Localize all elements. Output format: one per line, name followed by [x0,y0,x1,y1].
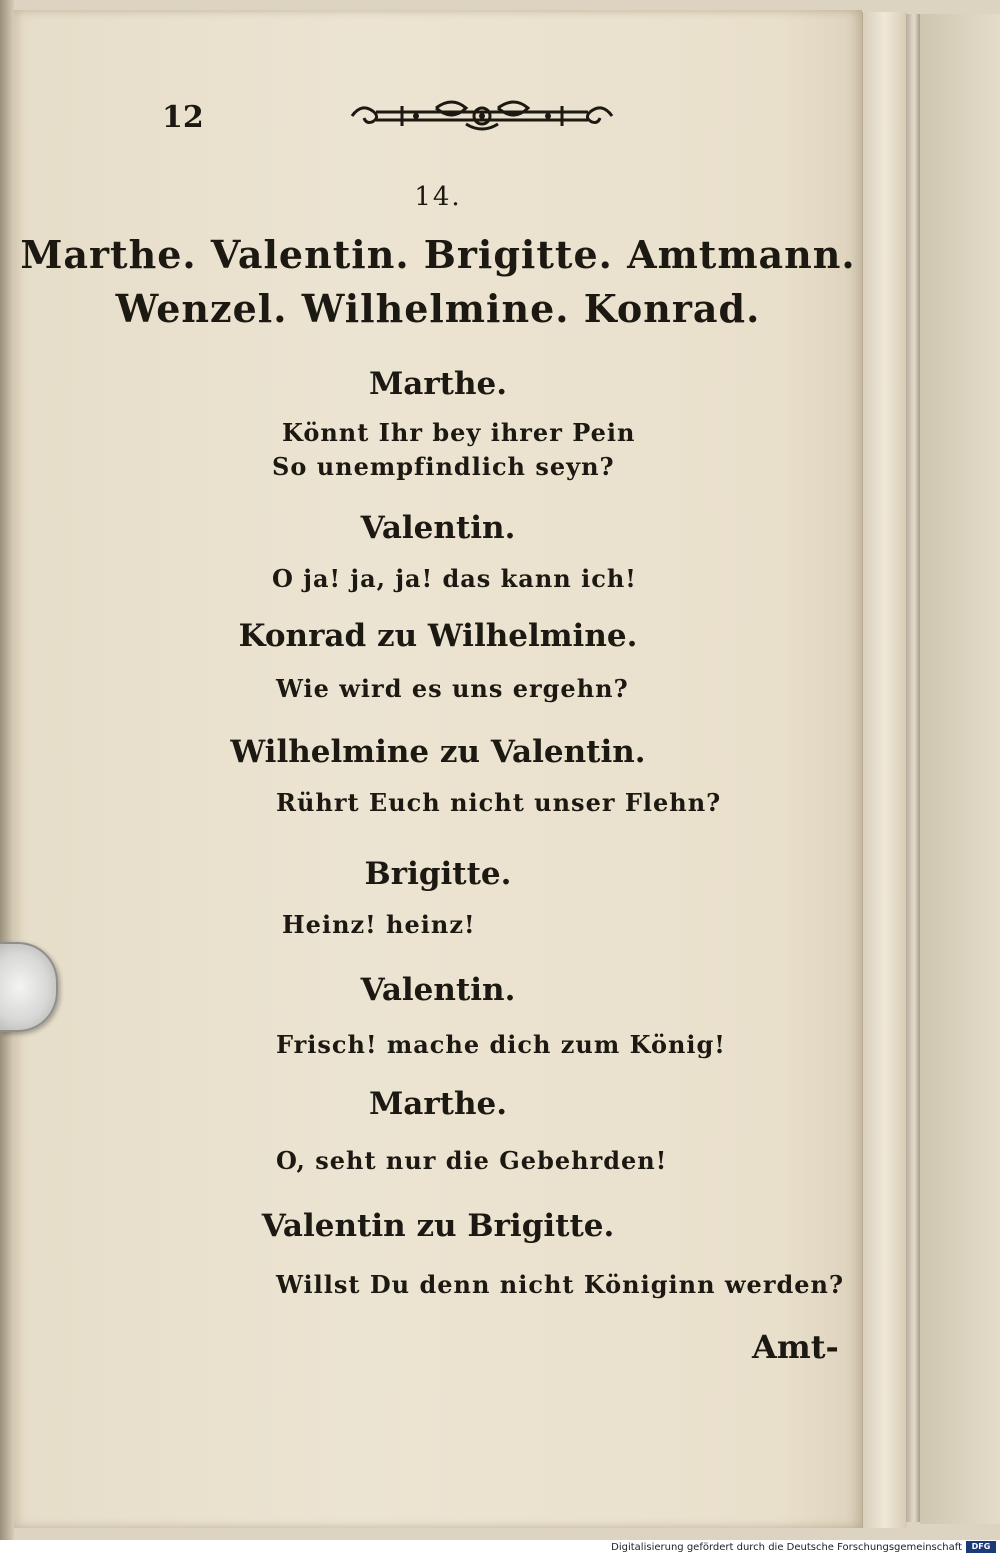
scan-left-shadow [0,0,14,1540]
speaker-name: Marthe. [368,366,508,402]
dialogue-line: Willst Du denn nicht Königinn werden? [276,1270,845,1299]
digitization-credit: Digitalisierung gefördert durch die Deutsche Forschungsgemeinschaft [611,1542,962,1553]
dfg-logo: DFG [966,1541,996,1553]
dialogue-line: O, seht nur die Gebehrden! [276,1146,668,1175]
dialogue-line: So unempfindlich seyn? [272,452,615,481]
speaker-name: Valentin zu Brigitte. [261,1208,615,1244]
scene-heading-line-1: Marthe. Valentin. Brigitte. Amtmann. [20,232,856,277]
speaker-name: Valentin. [360,510,516,546]
dialogue-line: Rührt Euch nicht unser Flehn? [276,788,722,817]
speaker-name: Wilhelmine zu Valentin. [230,734,646,770]
dialogue-line: O ja! ja, ja! das kann ich! [272,564,637,593]
dialogue-line: Heinz! heinz! [282,910,476,939]
catchword: Amt- [752,1328,839,1366]
page-content [14,10,862,1528]
dialogue-line: Könnt Ihr bey ihrer Pein [282,418,636,447]
speaker-name: Konrad zu Wilhelmine. [238,618,638,654]
dialogue-line: Wie wird es uns ergehn? [276,674,629,703]
header-ornament [346,94,618,136]
page-edges [862,12,907,1528]
page-number: 12 [162,100,204,135]
dialogue-line: Frisch! mache dich zum König! [276,1030,726,1059]
scene-number: 14. [414,182,462,212]
speaker-name: Valentin. [360,972,516,1008]
adjacent-page [920,14,1000,1524]
scene-heading-line-2: Wenzel. Wilhelmine. Konrad. [115,286,761,331]
speaker-name: Brigitte. [364,856,512,892]
speaker-name: Marthe. [368,1086,508,1122]
